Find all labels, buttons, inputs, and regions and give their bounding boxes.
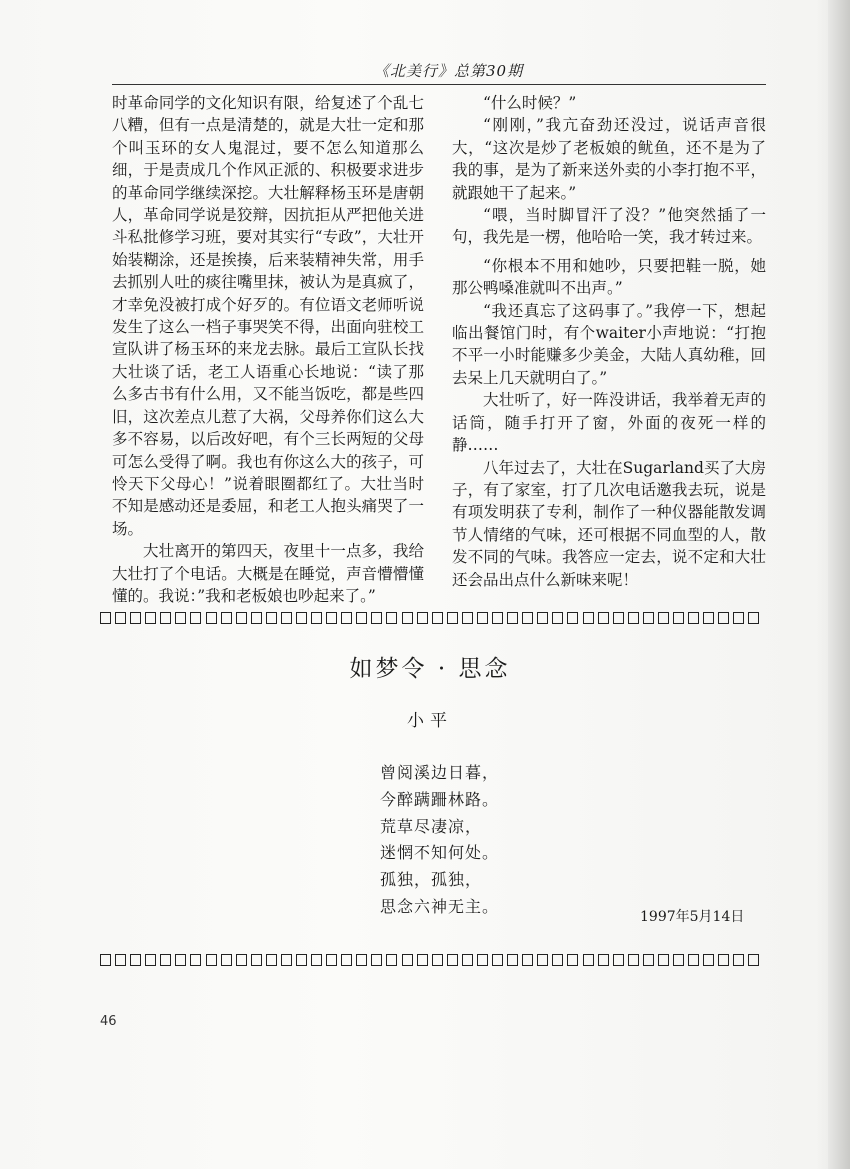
divider-box xyxy=(598,612,609,624)
divider-box xyxy=(402,612,413,624)
divider-box xyxy=(492,612,503,624)
divider-box xyxy=(356,954,367,966)
decorative-box-divider-top xyxy=(100,608,760,628)
header-rule xyxy=(112,84,766,85)
divider-box xyxy=(718,954,729,966)
divider-box xyxy=(567,954,578,966)
left-column xyxy=(112,92,424,607)
divider-box xyxy=(221,612,232,624)
divider-box xyxy=(266,612,277,624)
right-paragraph: “什么时候？” xyxy=(483,94,577,112)
divider-box xyxy=(160,954,171,966)
divider-box xyxy=(371,954,382,966)
divider-box xyxy=(341,612,352,624)
divider-box xyxy=(658,954,669,966)
left-paragraph: 大壮离开的第四天，夜里十一点多，我给大壮打了个电话。大概是在睡觉，声音懵懵懂懂的。我说：”我和老板娘也吵起来了。” xyxy=(112,542,424,605)
divider-box xyxy=(296,612,307,624)
divider-box xyxy=(190,954,201,966)
divider-box xyxy=(462,612,473,624)
page-edge-shadow xyxy=(828,0,850,1169)
divider-box xyxy=(673,954,684,966)
divider-box xyxy=(643,612,654,624)
divider-box xyxy=(477,954,488,966)
divider-box xyxy=(236,954,247,966)
divider-box xyxy=(100,612,111,624)
running-header xyxy=(112,46,766,86)
divider-box xyxy=(432,612,443,624)
divider-box xyxy=(598,954,609,966)
divider-box xyxy=(688,612,699,624)
divider-box xyxy=(145,612,156,624)
left-paragraph: 时革命同学的文化知识有限，给复述了个乱七八糟，但有一点是清楚的，就是大壮一定和那个叫玉环的女人鬼混过，要不怎么知道那么细，于是责成几个作风正派的、积极要求进步的革命同学继续深挖。大壮解释杨玉环是唐朝人，革命同学说是狡辩，因抗拒从严把他关进斗私批修学习班，要对其实行“专政”，大壮开始装糊涂，还是挨揍，后来装精神失常，用手去抓别人吐的痰往嘴里抹，被认为是真疯了，才幸免没被打成个好歹的。有位语文老师听说发生了这么一档子事哭笑不得，出面向驻校工宣队讲了杨玉环的来龙去脉。最后工宣队长找大壮谈了话，老工人语重心长地说：“读了那么多古书有什么用，又不能当饭吃，都是些四旧，这次差点儿惹了大祸，父母养你们这么大多不容易，以后改好吧，有个三长两短的父母可怎么受得了啊。我也有你这么大的孩子，可怜天下父母心！”说着眼圈都红了。大壮当时不知是感动还是委屈，和老工人抱头痛哭了一场。 xyxy=(112,94,424,538)
poem-line: 迷惘不知何处。 xyxy=(380,843,500,863)
divider-box xyxy=(175,612,186,624)
divider-box xyxy=(703,612,714,624)
divider-box xyxy=(447,954,458,966)
divider-box xyxy=(583,612,594,624)
divider-box xyxy=(462,954,473,966)
divider-box xyxy=(175,954,186,966)
poem-line: 思念六神无主。 xyxy=(380,896,500,916)
divider-box xyxy=(402,954,413,966)
divider-box xyxy=(733,612,744,624)
divider-box xyxy=(326,612,337,624)
divider-box xyxy=(522,612,533,624)
right-paragraph: “你根本不用和她吵，只要把鞋一脱，她那公鸭嗓准就叫不出声。” xyxy=(452,256,766,298)
poem-title: 如梦令 · 思念 xyxy=(349,656,511,682)
divider-box xyxy=(281,954,292,966)
poem-line: 荒草尽凄凉， xyxy=(380,816,483,836)
header-title: 《北美行》总第30期 xyxy=(374,62,524,80)
divider-box xyxy=(628,954,639,966)
right-paragraph: “我还真忘了这码事了。”我停一下，想起临出餐馆门时，有个waiter小声地说：“打抱不平一小时能赚多少美金，大陆人真幼稚，回去呆上几天就明白了。” xyxy=(452,301,766,387)
divider-box xyxy=(371,612,382,624)
divider-box xyxy=(748,612,759,624)
divider-box xyxy=(266,954,277,966)
poem-line: 今醉蹒跚林路。 xyxy=(380,789,500,809)
divider-box xyxy=(552,612,563,624)
divider-box xyxy=(251,954,262,966)
divider-box xyxy=(130,954,141,966)
divider-box xyxy=(251,612,262,624)
divider-box xyxy=(311,612,322,624)
right-column xyxy=(452,92,766,591)
divider-box xyxy=(281,612,292,624)
divider-box xyxy=(115,612,126,624)
divider-box xyxy=(492,954,503,966)
divider-box xyxy=(613,954,624,966)
right-paragraph: 八年过去了，大壮在Sugarland买了大房子，有了家室，打了几次电话邀我去玩，说是有项发明获了专利，制作了一种仪器能散发调节人情绪的气味，还可根据不同血型的人，散发不同的气味。我答应一定去，说不定和大壮还会品出点什么新味来呢！ xyxy=(452,458,766,589)
divider-box xyxy=(583,954,594,966)
divider-box xyxy=(130,612,141,624)
divider-box xyxy=(613,612,624,624)
right-paragraph: “喂，当时脚冒汗了没？”他突然插了一句，我先是一楞，他哈哈一笑，我才转过来。 xyxy=(452,206,766,247)
divider-box xyxy=(688,954,699,966)
divider-box xyxy=(522,954,533,966)
divider-box xyxy=(100,954,111,966)
divider-box xyxy=(341,954,352,966)
divider-box xyxy=(733,954,744,966)
divider-box xyxy=(160,612,171,624)
divider-box xyxy=(552,954,563,966)
page-number: 46 xyxy=(100,1014,117,1029)
divider-box xyxy=(658,612,669,624)
divider-box xyxy=(673,612,684,624)
divider-box xyxy=(386,612,397,624)
divider-box xyxy=(537,954,548,966)
poem-date: 1997年5月14日 xyxy=(640,909,745,925)
divider-box xyxy=(326,954,337,966)
divider-box xyxy=(477,612,488,624)
divider-box xyxy=(703,954,714,966)
divider-box xyxy=(145,954,156,966)
divider-box xyxy=(386,954,397,966)
right-paragraph: “刚刚，”我亢奋劲还没过，说话声音很大，“这次是炒了老板娘的鱿鱼，还不是为了我的事，是为了新来送外卖的小李打抱不平，就跟她干了起来。” xyxy=(452,116,766,202)
divider-box xyxy=(311,954,322,966)
divider-box xyxy=(417,954,428,966)
divider-box xyxy=(236,612,247,624)
divider-box xyxy=(356,612,367,624)
divider-box xyxy=(447,612,458,624)
divider-box xyxy=(507,612,518,624)
divider-box xyxy=(115,954,126,966)
divider-box xyxy=(190,612,201,624)
divider-box xyxy=(507,954,518,966)
divider-box xyxy=(567,612,578,624)
divider-box xyxy=(643,954,654,966)
divider-box xyxy=(296,954,307,966)
divider-box xyxy=(537,612,548,624)
divider-box xyxy=(628,612,639,624)
divider-box xyxy=(432,954,443,966)
decorative-box-divider-bottom xyxy=(100,950,760,970)
divider-box xyxy=(221,954,232,966)
divider-box xyxy=(718,612,729,624)
poem-line: 孤独，孤独， xyxy=(380,870,483,890)
divider-box xyxy=(206,612,217,624)
poem-body xyxy=(380,760,580,921)
right-paragraph: 大壮听了，好一阵没讲话，我举着无声的话筒，随手打开了窗，外面的夜死一样的静…… xyxy=(452,391,766,455)
divider-box xyxy=(748,954,759,966)
poem-line: 曾阅溪边日暮， xyxy=(380,763,500,782)
poem-author: 小平 xyxy=(407,711,453,731)
divider-box xyxy=(417,612,428,624)
divider-box xyxy=(206,954,217,966)
